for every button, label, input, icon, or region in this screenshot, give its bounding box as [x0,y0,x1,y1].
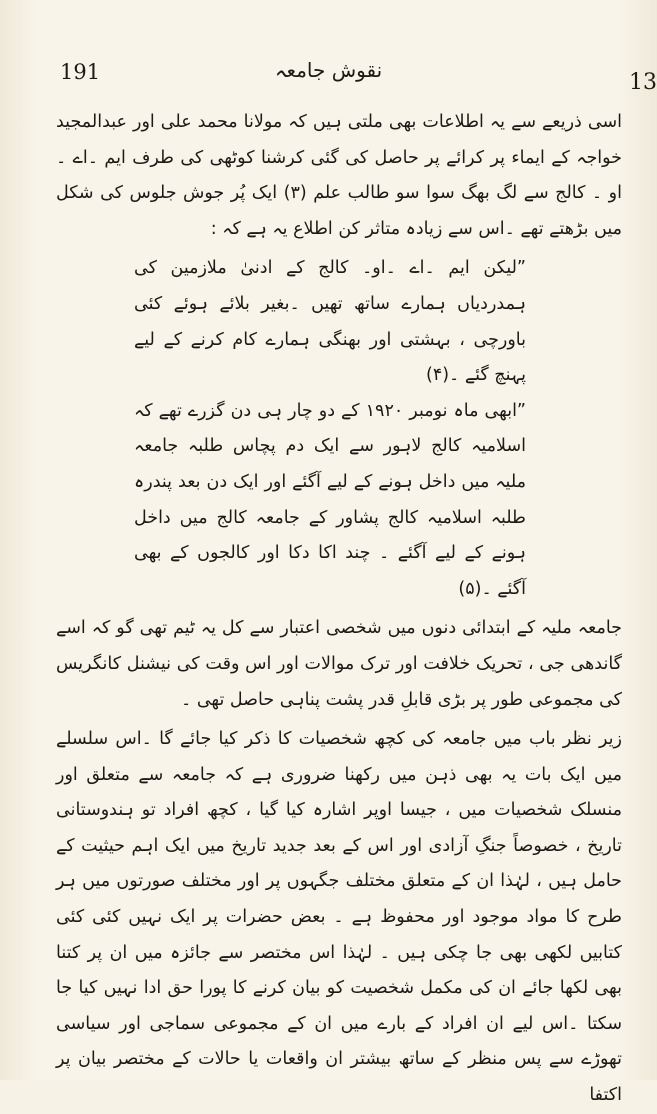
quote-one: ”لیکن ایم ۔اے ۔او۔ کالج کے ادنیٰ ملازمین کی ہمدردیاں ہمارے ساتھ تھیں ۔بغیر بلائے ہوئے کئی باورچی ، بہشتی اور بھنگی ہمارے کام کرنے کے لیے پہنچ گئے ۔(۴) [134,258,526,386]
running-title: نقوش جامعہ [274,58,383,82]
page-number-right: 13 [629,70,657,95]
quote-two: ”ابھی ماہ نومبر ۱۹۲۰ کے دو چار ہی دن گزرے تھے کہ اسلامیہ کالج لاہور سے ایک دم پچاس طلبہ جامعہ ملیہ میں داخل ہونے کے لیے آگئے اور ایک دن بعد پندرہ طلبہ اسلامیہ کالج پشاور کے جامعہ کالج میں داخل ہونے کے لیے آگئے ۔ چند اکا دکا اور کالجوں کے بھی آگئے ۔(۵) [134,400,526,599]
page-number-left: 191 [60,60,101,84]
body-text [56,105,622,1114]
paragraph-intro: اسی ذریعے سے یہ اطلاعات بھی ملتی ہیں کہ مولانا محمد علی اور عبدالمجید خواجہ کے ایماء پر کرائے پر حاصل کی گئی کرشنا کوٹھی کی طرف ایم ۔اے ۔او ۔ کالج سے لگ بھگ سوا سو طالب علم (۳) ایک پُر جوش جلوس کی شکل میں بڑھتے تھے ۔اس سے زیادہ متاثر کن اطلاع یہ ہے کہ : [56,112,622,239]
page-header [0,56,657,96]
paragraph-chapter: زیر نظر باب میں جامعہ کی کچھ شخصیات کا ذکر کیا جائے گا ۔اس سلسلے میں ایک بات یہ بھی ذہن میں رکھنا ضروری ہے کہ جامعہ سے متعلق اور منسلک شخصیات میں ، جیسا اوپر اشارہ کیا گیا ، کچھ افراد تو ہندوستانی تاریخ ، خصوصاً جنگِ آزادی اور اس کے بعد جدید تاریخ میں ایک اہم حیثیت کے حامل ہیں ، لہٰذا ان کے متعلق مختلف جگہوں پر اور مختلف صورتوں میں ہر طرح کا مواد موجود اور محفوظ ہے ۔ بعض حضرات پر ایک نہیں کئی کئی کتابیں لکھی بھی جا چکی ہیں ۔ لہٰذا اس مختصر سے جائزہ میں ان پر کتنا بھی لکھا جائے ان کی مکمل شخصیت کو بیان کرنے کا پورا حق ادا نہیں کیا جا سکتا ۔اس لیے ان افراد کے بارے میں ان کے مجموعی سماجی اور سیاسی تھوڑے سے پس منظر کے ساتھ بیشتر ان واقعات یا حالات کے مختصر بیان پر اکتفا [56,729,622,1106]
paragraph-team: جامعہ ملیہ کے ابتدائی دنوں میں شخصی اعتبار سے کل یہ ٹیم تھی گو کہ اسے گاندھی جی ، تحریک خلافت اور ترک موالات اور اس وقت کی نیشنل کانگریس کی مجموعی طور پر بڑی قابلِ قدر پشت پناہی حاصل تھی ۔ [56,618,622,710]
